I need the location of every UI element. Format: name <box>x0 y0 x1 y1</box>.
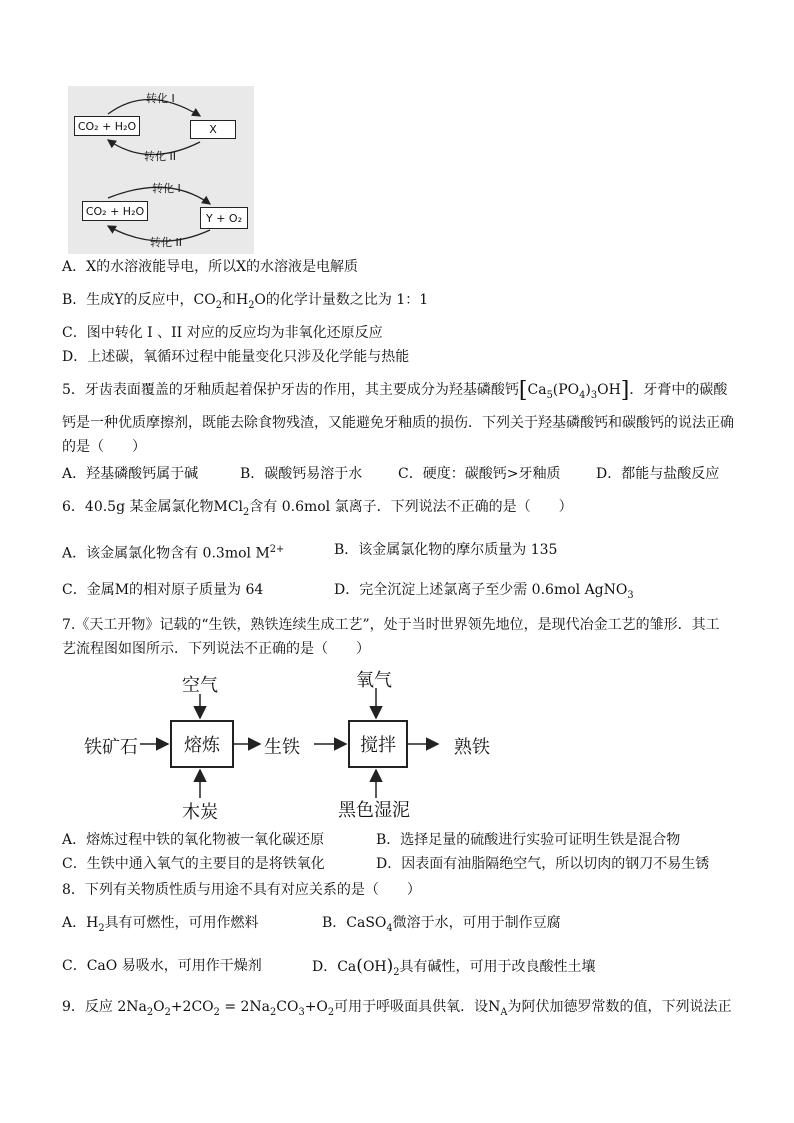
q6-option-a: A．该金属氯化物含有 0.3mol $M^{2+}$ <box>62 544 285 562</box>
q4-option-d: D．上述碳，氧循环过程中能量变化只涉及化学能与热能 <box>62 349 410 365</box>
q5-stem-line3: 的是（ ） <box>62 439 146 455</box>
q7-flow-charcoal: 木炭 <box>182 802 218 823</box>
q7-option-d: D．因表面有油脂隔绝空气，所以切肉的钢刀不易生锈 <box>376 856 710 872</box>
q7-flow-smelting-box: 熔炼 <box>170 720 234 768</box>
q4-option-c: C．图中转化 I 、II 对应的反应均为非氧化还原反应 <box>62 325 383 341</box>
q8-option-a-text: 具有可燃性，可用作燃料 <box>104 915 259 931</box>
cycle-top-left-box: CO₂ + H₂O <box>74 116 140 136</box>
q6-option-b: B．该金属氯化物的摩尔质量为 135 <box>334 542 558 558</box>
q7-option-c: C．生铁中通入氧气的主要目的是将铁氧化 <box>62 856 325 872</box>
q7-flow-pig-iron: 生铁 <box>264 737 300 758</box>
q7-flow-black-mud: 黑色湿泥 <box>338 800 410 821</box>
q7-stem-line2: 艺流程图如图所示．下列说法不正确的是（ ） <box>62 641 370 657</box>
q5-stem-line2: 钙是一种优质摩擦剂，既能去除食物残渣，又能避免牙釉质的损伤．下列关于羟基磷酸钙和碳酸钙的说法正确 <box>62 415 734 431</box>
q8-option-a: A．$H_2$具有可燃性，可用作燃料 <box>62 915 259 934</box>
q6-option-d: D．完全沉淀上述氯离子至少需 0.6mol AgNO$_3$ <box>334 582 634 601</box>
q5-option-a: A．羟基磷酸钙属于碱 <box>62 466 199 482</box>
q5-stem-suffix: ．牙膏中的碳酸 <box>629 382 728 398</box>
q8-option-c: C．CaO 易吸水，可用作干燥剂 <box>62 958 262 974</box>
q9-stem-text: 可用于呼吸面具供氧．设 <box>334 999 489 1015</box>
q7-stem-line1: 7.《天工开物》记载的“生铁，熟铁连续生成工艺”，处于当时世界领先地位，是现代冶金工艺的雏形．其工 <box>62 617 720 633</box>
q6-option-d-text: D．完全沉淀上述氯离子至少需 0.6mol AgNO <box>334 582 628 598</box>
q7-option-a: A．熔炼过程中铁的氧化物被一氧化碳还原 <box>62 832 325 848</box>
q8-option-d-text: 具有碱性，可用于改良酸性土壤 <box>399 959 596 975</box>
q7-flow-stirring-box: 搅拌 <box>348 720 408 768</box>
q5-stem-line1: 5．牙齿表面覆盖的牙釉质起着保护牙齿的作用，其主要成分为羟基磷酸钙$[Ca_5(PO_4)_3OH]$．牙膏中的碳酸 <box>62 378 728 403</box>
cycle-bottom-right-box: Y + O₂ <box>200 207 248 229</box>
q4-option-b-prefix: B．生成Y的反应中， <box>62 292 194 308</box>
q6-stem-suffix: 含有 0.6mol 氯离子．下列说法不正确的是（ ） <box>249 499 573 515</box>
cycle-bottom-arrow-top-label: 转化 I <box>152 182 181 195</box>
q5-option-c: C．硬度：碳酸钙>牙釉质 <box>398 466 561 482</box>
q5-option-d: D．都能与盐酸反应 <box>596 466 720 482</box>
q7-flow-iron-ore: 铁矿石 <box>84 737 138 758</box>
q6-stem: 6．40.5g 某金属氯化物MCl$_2$含有 0.6mol 氯离子．下列说法不正确的是（ ） <box>62 499 573 518</box>
q5-option-b: B．碳酸钙易溶于水 <box>240 466 363 482</box>
q6-option-c: C．金属M的相对原子质量为 64 <box>62 582 264 598</box>
q7-flow-oxygen: 氧气 <box>356 670 392 691</box>
q9-stem-tail: 为阿伏加德罗常数的值，下列说法正 <box>507 999 732 1015</box>
q8-stem: 8．下列有关物质性质与用途不具有对应关系的是（ ） <box>62 882 421 898</box>
cycle-bottom-left-box: CO₂ + H₂O <box>82 201 148 221</box>
q8-option-d: D．$Ca(OH)_2$具有碱性，可用于改良酸性土壤 <box>312 956 596 978</box>
q7-option-b: B．选择足量的硫酸进行实验可证明生铁是混合物 <box>376 832 681 848</box>
q8-option-b-text: 微溶于水，可用于制作豆腐 <box>392 915 561 931</box>
cycle-top-arrow-bottom-label: 转化 II <box>144 150 176 163</box>
q8-option-b: B．CaSO$_4$微溶于水，可用于制作豆腐 <box>322 915 561 934</box>
q4-option-b-suffix: 的化学计量数之比为 1：1 <box>265 292 429 308</box>
q4-option-a: A．X的水溶液能导电，所以X的水溶液是电解质 <box>62 259 359 275</box>
q6-option-a-text: A．该金属氯化物含有 0.3mol M <box>62 545 270 562</box>
q5-stem-prefix: 5．牙齿表面覆盖的牙釉质起着保护牙齿的作用，其主要成分为羟基磷酸钙 <box>62 382 519 398</box>
cycle-top-right-box: X <box>190 120 236 139</box>
cycle-bottom-arrow-bottom-label: 转化 II <box>150 236 182 249</box>
q7-flow-wrought-iron: 熟铁 <box>454 737 490 758</box>
q7-flow-air: 空气 <box>182 675 218 696</box>
q9-stem: 9．反应 $2Na_2O_2+2CO_2 = 2Na_2CO_3+O_2$可用于呼吸面具供氧．设$N_A$为阿伏加德罗常数的值，下列说法正 <box>62 999 732 1018</box>
q4-option-b: B．生成Y的反应中，$CO_2$和$H_2O$的化学计量数之比为 1：1 <box>62 292 429 311</box>
cycle-top-arrow-top-label: 转化 I <box>146 92 175 105</box>
q6-stem-prefix: 6．40.5g 某金属氯化物 <box>62 499 214 515</box>
